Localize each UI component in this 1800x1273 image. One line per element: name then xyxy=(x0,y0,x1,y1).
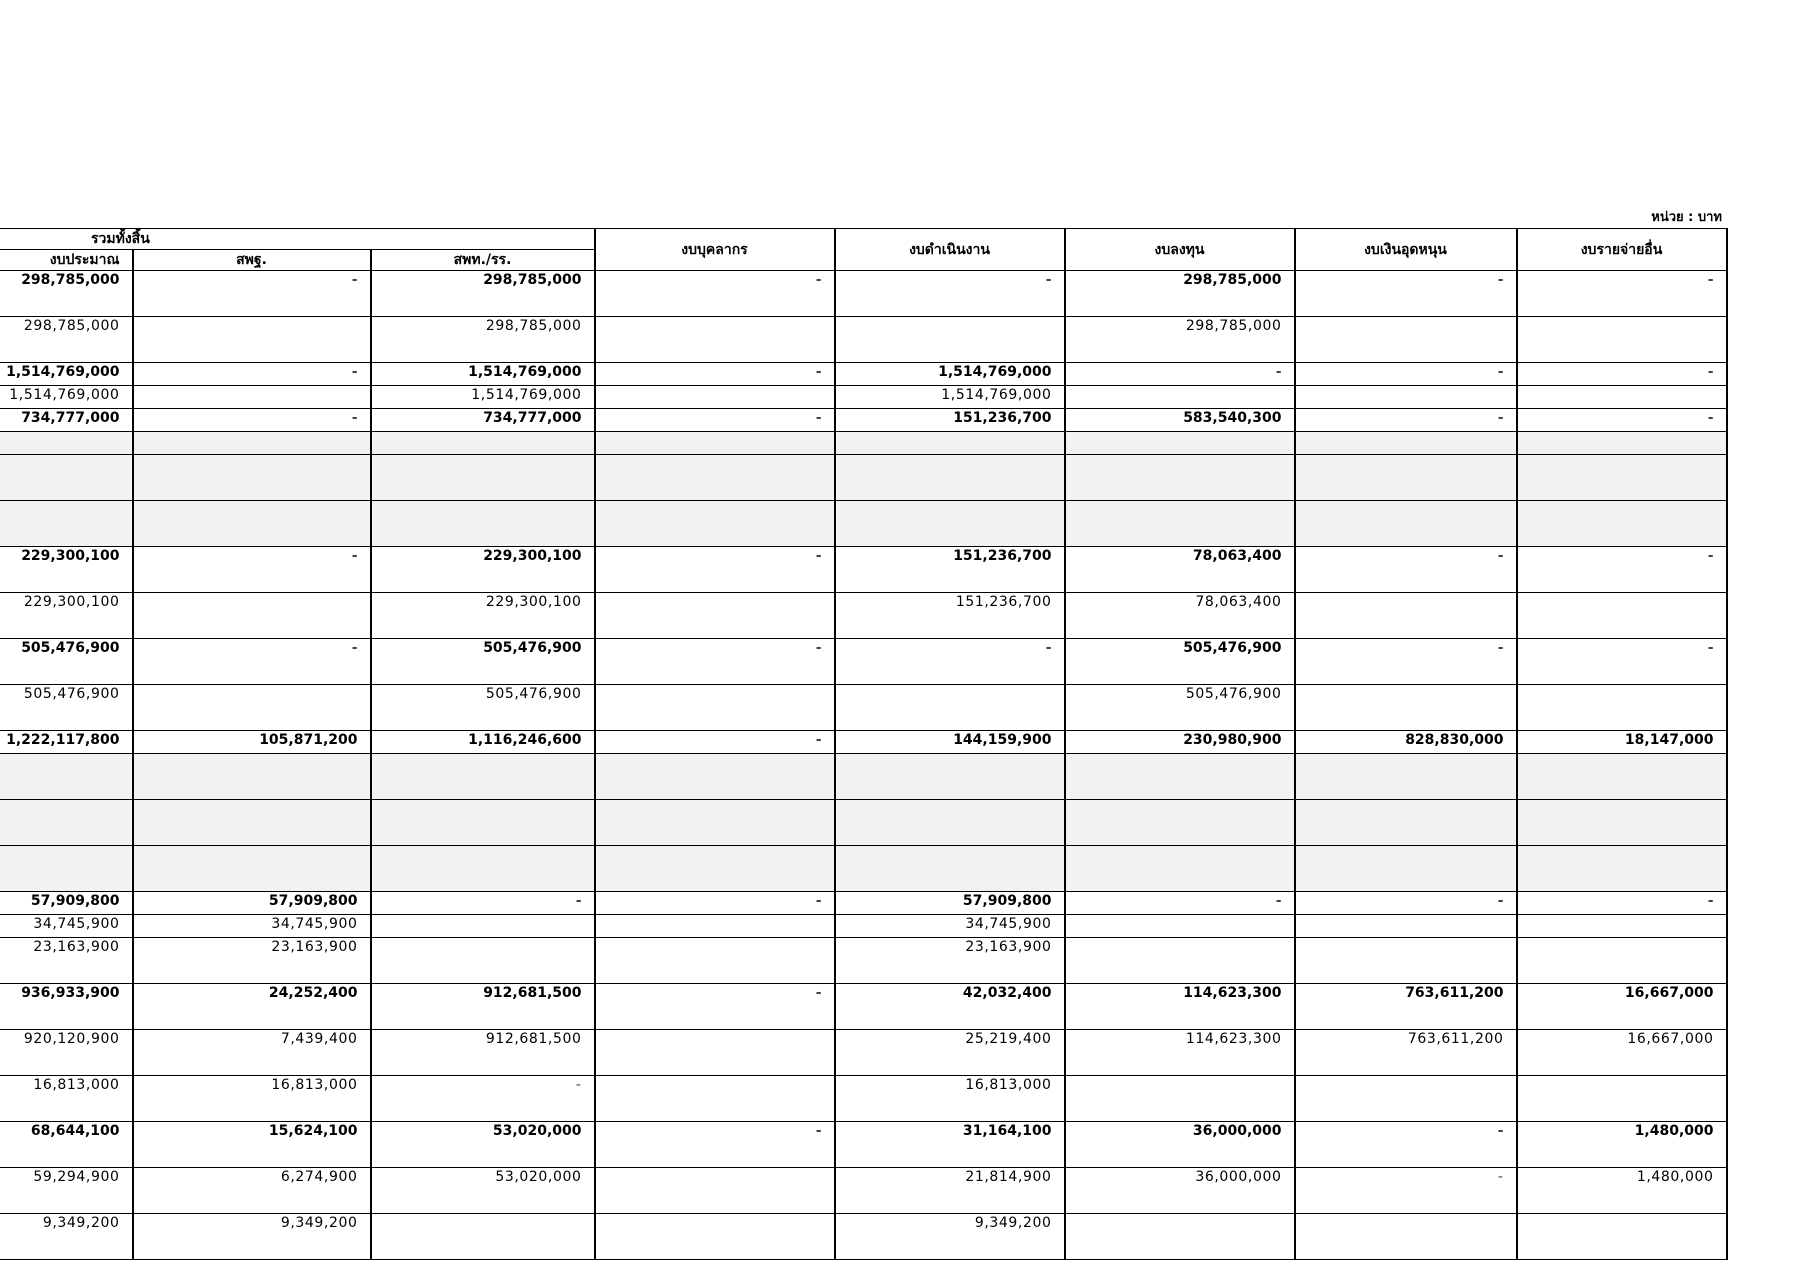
table-cell: - xyxy=(1295,1168,1517,1214)
table-cell: 583,540,300 xyxy=(1065,409,1295,432)
table-cell xyxy=(1517,800,1727,846)
header-spsth: สพฐ. xyxy=(133,250,371,271)
table-cell: - xyxy=(595,639,835,685)
table-cell: - xyxy=(133,639,371,685)
table-cell xyxy=(1517,593,1727,639)
table-cell: 912,681,500 xyxy=(371,1030,595,1076)
table-cell xyxy=(1517,1076,1727,1122)
table-cell xyxy=(371,846,595,892)
table-row xyxy=(0,455,1727,501)
table-cell: 734,777,000 xyxy=(371,409,595,432)
table-cell: - xyxy=(835,271,1065,317)
unit-label: หน่วย : บาท xyxy=(1651,210,1722,225)
table-cell xyxy=(1295,800,1517,846)
table-cell: 505,476,900 xyxy=(371,685,595,731)
table-cell: 23,163,900 xyxy=(133,938,371,984)
table-cell: 1,480,000 xyxy=(1517,1168,1727,1214)
table-cell: - xyxy=(133,547,371,593)
table-cell xyxy=(835,501,1065,547)
table-cell xyxy=(835,846,1065,892)
table-cell xyxy=(371,915,595,938)
table-cell xyxy=(133,317,371,363)
table-cell: 21,814,900 xyxy=(835,1168,1065,1214)
table-cell: 1,222,117,800 xyxy=(0,731,133,754)
table-cell: - xyxy=(595,409,835,432)
table-cell xyxy=(1295,1076,1517,1122)
table-cell: 16,813,000 xyxy=(835,1076,1065,1122)
table-cell xyxy=(133,685,371,731)
table-cell: 78,063,400 xyxy=(1065,547,1295,593)
table-cell: 59,294,900 xyxy=(0,1168,133,1214)
table-cell: 230,980,900 xyxy=(1065,731,1295,754)
table-cell xyxy=(595,754,835,800)
table-cell xyxy=(371,501,595,547)
table-cell xyxy=(835,317,1065,363)
table-cell xyxy=(595,685,835,731)
table-cell xyxy=(133,501,371,547)
table-cell xyxy=(1517,501,1727,547)
table-cell xyxy=(1295,317,1517,363)
table-cell xyxy=(1065,846,1295,892)
table-cell: - xyxy=(835,639,1065,685)
table-cell xyxy=(133,846,371,892)
table-cell xyxy=(595,317,835,363)
table-body xyxy=(0,271,1727,1260)
table-row xyxy=(0,800,1727,846)
table-cell xyxy=(1295,593,1517,639)
table-cell xyxy=(1065,386,1295,409)
table-cell: 57,909,800 xyxy=(133,892,371,915)
table-cell xyxy=(0,432,133,455)
table-cell: 912,681,500 xyxy=(371,984,595,1030)
table-cell: 298,785,000 xyxy=(0,317,133,363)
table-row xyxy=(0,892,1727,915)
table-cell xyxy=(595,800,835,846)
table-row xyxy=(0,1076,1727,1122)
table-cell: - xyxy=(1295,409,1517,432)
table-cell: 298,785,000 xyxy=(371,271,595,317)
table-cell xyxy=(1295,501,1517,547)
table-cell xyxy=(133,386,371,409)
table-cell: 828,830,000 xyxy=(1295,731,1517,754)
table-cell: 151,236,700 xyxy=(835,593,1065,639)
table-cell xyxy=(1065,432,1295,455)
table-cell: 920,120,900 xyxy=(0,1030,133,1076)
table-cell: 16,667,000 xyxy=(1517,984,1727,1030)
table-cell: 1,514,769,000 xyxy=(371,386,595,409)
table-cell: 16,813,000 xyxy=(133,1076,371,1122)
table-cell: 105,871,200 xyxy=(133,731,371,754)
header-spt: สพท./รร. xyxy=(371,250,595,271)
table-cell xyxy=(1295,915,1517,938)
table-cell: 25,219,400 xyxy=(835,1030,1065,1076)
table-cell xyxy=(1517,754,1727,800)
table-cell xyxy=(835,685,1065,731)
table-cell: 1,514,769,000 xyxy=(0,363,133,386)
table-cell xyxy=(0,501,133,547)
table-cell: 16,667,000 xyxy=(1517,1030,1727,1076)
header-investment: งบลงทุน xyxy=(1065,229,1295,271)
table-cell: 1,514,769,000 xyxy=(371,363,595,386)
table-cell: 34,745,900 xyxy=(0,915,133,938)
table-cell: 9,349,200 xyxy=(835,1214,1065,1260)
table-cell: 505,476,900 xyxy=(1065,685,1295,731)
table-cell xyxy=(371,432,595,455)
table-cell xyxy=(1065,455,1295,501)
table-cell xyxy=(835,432,1065,455)
table-cell: - xyxy=(133,409,371,432)
table-cell xyxy=(1065,915,1295,938)
table-cell: 114,623,300 xyxy=(1065,984,1295,1030)
table-cell xyxy=(1517,938,1727,984)
table-cell: 1,480,000 xyxy=(1517,1122,1727,1168)
table-cell: - xyxy=(595,731,835,754)
table-cell: 15,624,100 xyxy=(133,1122,371,1168)
table-cell xyxy=(595,593,835,639)
table-cell xyxy=(1295,1214,1517,1260)
table-cell: - xyxy=(371,1076,595,1122)
table-cell: 16,813,000 xyxy=(0,1076,133,1122)
table-cell xyxy=(1295,432,1517,455)
table-cell: - xyxy=(1295,892,1517,915)
table-cell: - xyxy=(595,363,835,386)
table-cell: - xyxy=(1517,547,1727,593)
table-cell: - xyxy=(595,271,835,317)
table-cell xyxy=(1517,685,1727,731)
table-cell: 1,514,769,000 xyxy=(0,386,133,409)
table-cell xyxy=(835,754,1065,800)
table-cell xyxy=(595,846,835,892)
table-cell: 34,745,900 xyxy=(133,915,371,938)
table-cell: - xyxy=(1065,892,1295,915)
table-cell: 57,909,800 xyxy=(835,892,1065,915)
table-row xyxy=(0,846,1727,892)
table-cell xyxy=(0,800,133,846)
table-cell: - xyxy=(595,984,835,1030)
table-cell: 7,439,400 xyxy=(133,1030,371,1076)
table-row xyxy=(0,731,1727,754)
table-row xyxy=(0,593,1727,639)
budget-table xyxy=(0,228,1728,1260)
table-cell xyxy=(1517,432,1727,455)
table-row xyxy=(0,685,1727,731)
table-cell xyxy=(371,938,595,984)
table-cell: 78,063,400 xyxy=(1065,593,1295,639)
table-cell: 57,909,800 xyxy=(0,892,133,915)
table-cell: - xyxy=(595,547,835,593)
header-total-group: รวมทั้งสิ้น xyxy=(0,229,595,250)
table-cell xyxy=(371,455,595,501)
table-cell: 298,785,000 xyxy=(371,317,595,363)
table-cell: - xyxy=(1295,271,1517,317)
table-cell: - xyxy=(1295,1122,1517,1168)
table-row xyxy=(0,1214,1727,1260)
table-cell xyxy=(1517,1214,1727,1260)
table-cell: 505,476,900 xyxy=(1065,639,1295,685)
table-cell: 68,644,100 xyxy=(0,1122,133,1168)
table-cell: 298,785,000 xyxy=(1065,271,1295,317)
table-cell: 763,611,200 xyxy=(1295,984,1517,1030)
table-cell: - xyxy=(1517,271,1727,317)
table-cell: 505,476,900 xyxy=(0,685,133,731)
table-row xyxy=(0,501,1727,547)
table-cell xyxy=(371,1214,595,1260)
table-cell: 151,236,700 xyxy=(835,547,1065,593)
table-row xyxy=(0,1122,1727,1168)
table-cell xyxy=(595,455,835,501)
table-cell: 23,163,900 xyxy=(835,938,1065,984)
table-cell: - xyxy=(1517,409,1727,432)
table-row xyxy=(0,317,1727,363)
header-budget: งบประมาณ xyxy=(0,250,133,271)
table-cell: - xyxy=(133,363,371,386)
table-row xyxy=(0,639,1727,685)
table-cell xyxy=(595,386,835,409)
table-cell: 505,476,900 xyxy=(371,639,595,685)
table-cell: - xyxy=(1295,363,1517,386)
table-row xyxy=(0,547,1727,593)
table-cell xyxy=(595,432,835,455)
table-cell xyxy=(133,754,371,800)
table-row xyxy=(0,363,1727,386)
table-cell: 505,476,900 xyxy=(0,639,133,685)
budget-sheet xyxy=(0,228,1728,1260)
table-cell: 53,020,000 xyxy=(371,1122,595,1168)
table-cell: 936,933,900 xyxy=(0,984,133,1030)
table-cell: 151,236,700 xyxy=(835,409,1065,432)
table-cell xyxy=(1517,915,1727,938)
table-cell xyxy=(595,915,835,938)
table-cell xyxy=(1065,1076,1295,1122)
table-cell xyxy=(595,1076,835,1122)
table-cell: 734,777,000 xyxy=(0,409,133,432)
table-row xyxy=(0,938,1727,984)
table-row xyxy=(0,409,1727,432)
table-cell: 36,000,000 xyxy=(1065,1168,1295,1214)
table-cell: - xyxy=(595,892,835,915)
table-cell xyxy=(835,800,1065,846)
table-cell: - xyxy=(133,271,371,317)
table-cell: 42,032,400 xyxy=(835,984,1065,1030)
table-cell xyxy=(1295,685,1517,731)
table-cell: 114,623,300 xyxy=(1065,1030,1295,1076)
table-cell: 229,300,100 xyxy=(371,593,595,639)
table-cell: 18,147,000 xyxy=(1517,731,1727,754)
table-row xyxy=(0,432,1727,455)
table-cell xyxy=(1065,754,1295,800)
table-cell: 298,785,000 xyxy=(0,271,133,317)
table-cell xyxy=(1065,938,1295,984)
table-cell: - xyxy=(595,1122,835,1168)
table-cell: 1,514,769,000 xyxy=(835,386,1065,409)
table-cell xyxy=(595,1030,835,1076)
table-cell xyxy=(1065,800,1295,846)
table-row xyxy=(0,386,1727,409)
table-cell: - xyxy=(1065,363,1295,386)
table-cell: 6,274,900 xyxy=(133,1168,371,1214)
table-cell: 31,164,100 xyxy=(835,1122,1065,1168)
table-cell: 763,611,200 xyxy=(1295,1030,1517,1076)
table-cell xyxy=(1295,754,1517,800)
table-cell xyxy=(133,432,371,455)
header-subsidy: งบเงินอุดหนุน xyxy=(1295,229,1517,271)
table-cell xyxy=(1517,317,1727,363)
table-row xyxy=(0,1168,1727,1214)
table-cell xyxy=(1065,1214,1295,1260)
table-cell: 1,514,769,000 xyxy=(835,363,1065,386)
table-cell xyxy=(595,1168,835,1214)
table-cell: - xyxy=(1517,892,1727,915)
table-cell xyxy=(1295,455,1517,501)
table-cell xyxy=(371,754,595,800)
table-cell xyxy=(1295,938,1517,984)
header-other: งบรายจ่ายอื่น xyxy=(1517,229,1727,271)
table-cell xyxy=(133,593,371,639)
table-cell: 229,300,100 xyxy=(0,593,133,639)
table-cell xyxy=(0,455,133,501)
table-cell: 9,349,200 xyxy=(0,1214,133,1260)
table-cell: 144,159,900 xyxy=(835,731,1065,754)
table-cell xyxy=(1295,846,1517,892)
header-operating: งบดำเนินงาน xyxy=(835,229,1065,271)
table-cell: - xyxy=(1295,547,1517,593)
table-cell: 9,349,200 xyxy=(133,1214,371,1260)
table-cell xyxy=(1517,455,1727,501)
table-row xyxy=(0,754,1727,800)
table-cell: 53,020,000 xyxy=(371,1168,595,1214)
table-cell xyxy=(595,501,835,547)
table-cell xyxy=(595,1214,835,1260)
table-cell xyxy=(1295,386,1517,409)
table-cell: 229,300,100 xyxy=(371,547,595,593)
table-cell: 229,300,100 xyxy=(0,547,133,593)
table-cell xyxy=(1517,386,1727,409)
table-cell xyxy=(371,800,595,846)
table-cell: 34,745,900 xyxy=(835,915,1065,938)
table-cell xyxy=(835,455,1065,501)
table-cell xyxy=(0,846,133,892)
table-cell xyxy=(1517,846,1727,892)
table-row xyxy=(0,271,1727,317)
table-row xyxy=(0,1030,1727,1076)
table-cell xyxy=(0,754,133,800)
table-cell: 298,785,000 xyxy=(1065,317,1295,363)
table-cell: 36,000,000 xyxy=(1065,1122,1295,1168)
table-cell: 24,252,400 xyxy=(133,984,371,1030)
table-cell: - xyxy=(371,892,595,915)
table-cell: - xyxy=(1517,639,1727,685)
header-personnel: งบบุคลากร xyxy=(595,229,835,271)
table-cell: 1,116,246,600 xyxy=(371,731,595,754)
table-cell: - xyxy=(1295,639,1517,685)
table-row xyxy=(0,984,1727,1030)
table-cell xyxy=(133,800,371,846)
table-cell xyxy=(133,455,371,501)
table-cell xyxy=(595,938,835,984)
table-cell xyxy=(1065,501,1295,547)
table-row xyxy=(0,915,1727,938)
table-cell: 23,163,900 xyxy=(0,938,133,984)
table-cell: - xyxy=(1517,363,1727,386)
